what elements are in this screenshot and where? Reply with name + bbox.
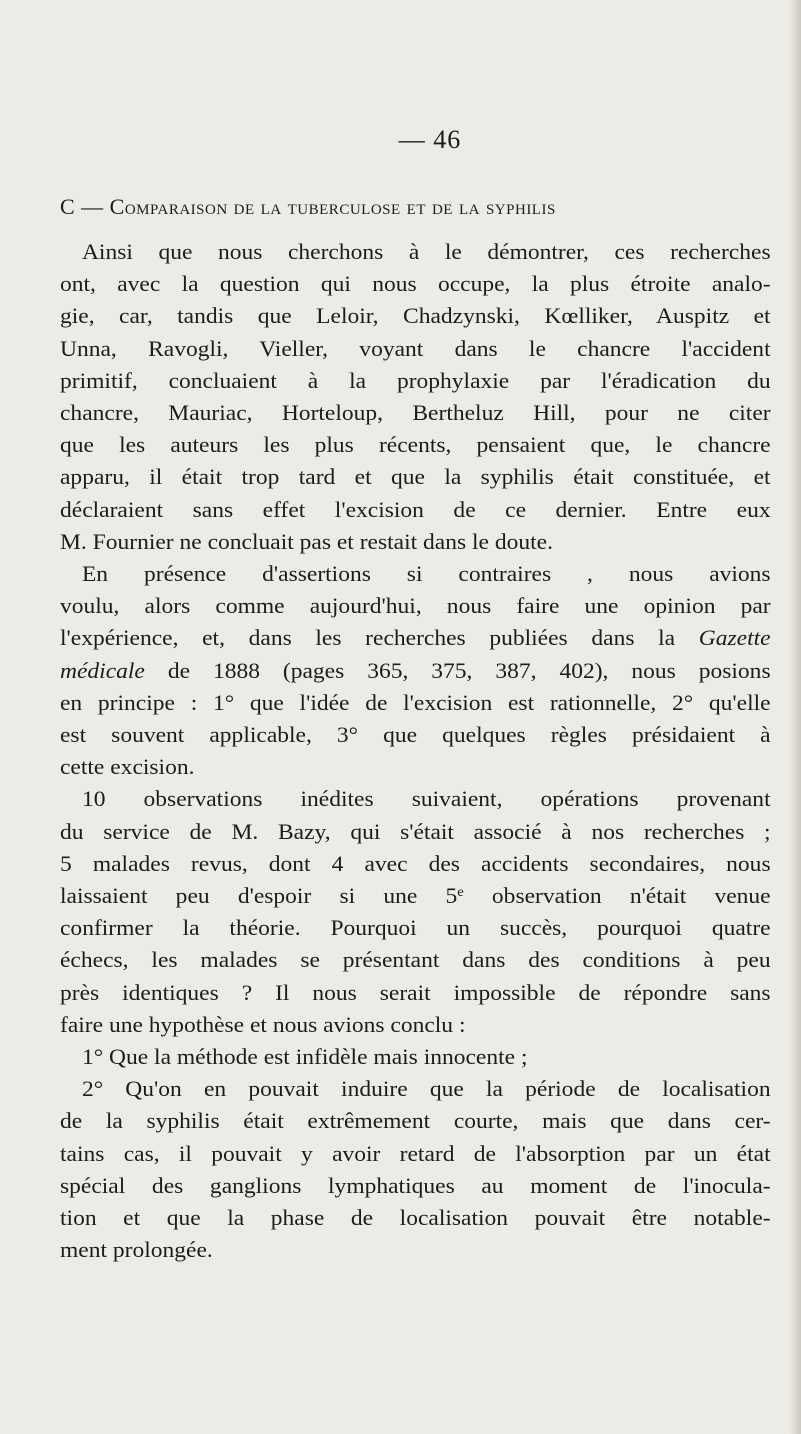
italic-term: médicale [60,657,145,683]
text-line: M. Fournier ne concluait pas et restait dans le doute. [60,528,553,554]
text-line: que les auteurs les plus récents, pensaient que, le chancre [60,432,771,458]
text-segment: laissaient peu d'espoir si une 5 [60,883,458,909]
text-line: gie, car, tandis que Leloir, Chadzynski, Kœlliker, Auspitz et [60,303,771,329]
text-line: En présence d'assertions si contraires , nous avions [81,561,771,587]
page-edge-shadow [789,0,801,1434]
text-line-with-italic [60,622,771,654]
text-line: primitif, concluaient à la prophylaxie par l'éradication du [60,367,771,393]
text-line: Ainsi que nous cherchons à le démontrer, ces recherches [81,239,771,264]
text-line: déclaraient sans effet l'excision de ce dernier. Entre eux [60,496,771,522]
text-segment: observation n'était venue [491,883,771,909]
text-line: est souvent applicable, 3° que quelques règles présidaient à [60,722,771,748]
text-line: cette excision. [60,754,195,780]
paragraph-4 [60,1041,771,1073]
text-line: 2° Qu'on en pouvait induire que la période de localisation [81,1076,771,1102]
text-line: 5 malades revus, dont 4 avec des accidents secondaires, nous [60,850,771,876]
text-line: ment prolongée. [60,1237,213,1263]
text-line: chancre, Mauriac, Horteloup, Bertheluz Hill, pour ne citer [60,400,771,426]
paragraph-5 [60,1073,771,1266]
text-line: faire une hypothèse et nous avions conclu : [60,1011,466,1037]
body-text [60,236,771,1267]
text-line: 1° Que la méthode est infidèle mais innocente ; [81,1044,528,1070]
text-line-with-superscript [60,880,771,912]
italic-term: Gazette [698,625,771,651]
paragraph-3 [60,783,771,1041]
text-line: du service de M. Bazy, qui s'était associé à nos recherches ; [60,818,771,844]
section-heading: C — Comparaison de la tuberculose et de la syphilis [60,194,556,219]
text-line: spécial des ganglions lymphatiques au moment de l'inocula- [60,1172,771,1198]
text-line: voulu, alors comme aujourd'hui, nous faire une opinion par [60,593,771,619]
text-line: tains cas, il pouvait y avoir retard de l'absorption par un état [60,1140,771,1166]
paragraph-1 [60,236,771,558]
text-segment: de 1888 (pages 365, 375, 387, 402), nous posions [167,657,771,683]
text-line: de la syphilis était extrêmement courte, mais que dans cer- [60,1108,771,1134]
text-line: confirmer la théorie. Pourquoi un succès, pourquoi quatre [60,915,771,941]
superscript: e [457,885,464,901]
text-line: en principe : 1° que l'idée de l'excision est rationnelle, 2° qu'elle [60,689,771,715]
text-line: ont, avec la question qui nous occupe, la plus étroite analo- [60,271,771,297]
text-line: tion et que la phase de localisation pouvait être notable- [60,1205,771,1231]
text-line: près identiques ? Il nous serait impossible de répondre sans [60,979,771,1005]
text-line: 10 observations inédites suivaient, opérations provenant [81,786,771,812]
text-line-with-italic [60,655,771,687]
text-line: apparu, il était trop tard et que la syphilis était constituée, et [60,464,771,490]
text-line: échecs, les malades se présentant dans des conditions à peu [60,947,771,973]
paragraph-2 [60,558,771,783]
text-line: Unna, Ravogli, Vieller, voyant dans le chancre l'accident [60,335,771,361]
text-segment: l'expérience, et, dans les recherches publiées dans la [60,625,676,651]
page-number: — 46 [398,125,462,154]
